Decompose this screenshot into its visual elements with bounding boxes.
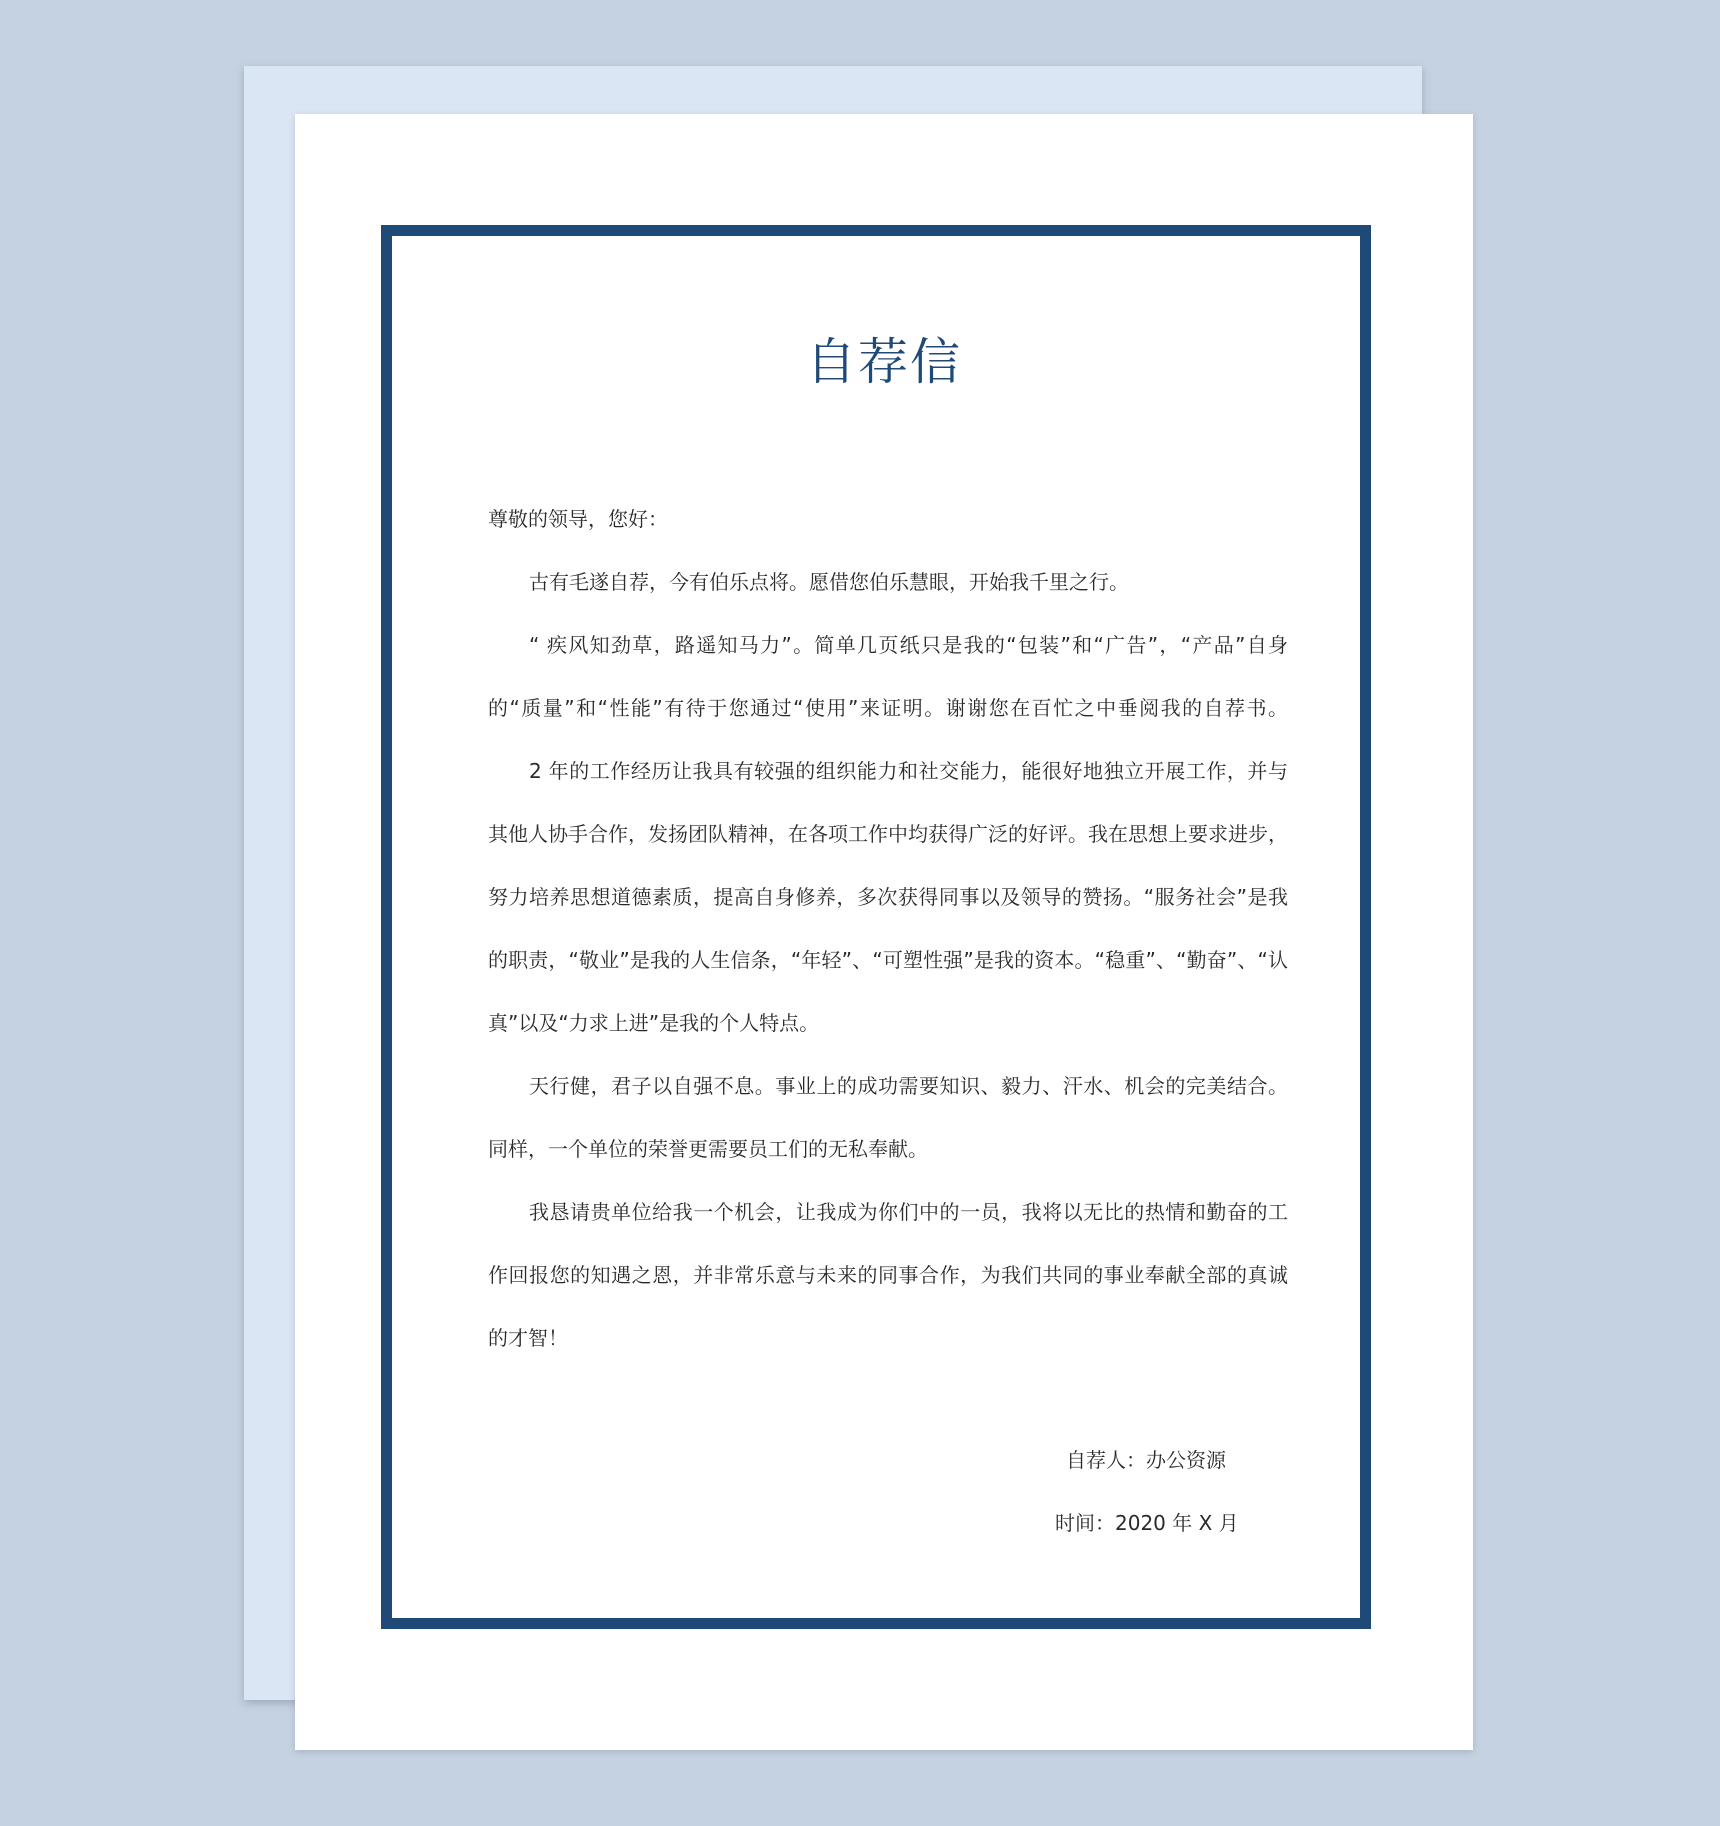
letter-page: [295, 114, 1473, 1750]
paragraph-line: 的“质量”和“性能”有待于您通过“使用”来证明。谢谢您在百忙之中垂阅我的自荐书。: [488, 696, 1288, 720]
paragraph-line: 真”以及“力求上进”是我的个人特点。: [488, 1011, 820, 1035]
paragraph-2: [488, 614, 1288, 740]
paragraph-line: “ 疾风知劲草，路遥知马力”。简单几页纸只是我的“包装”和“广告”，“产品”自身: [529, 633, 1288, 657]
paragraph-4: [488, 1055, 1288, 1181]
letter-date: 时间：2020 年 X 月: [1055, 1511, 1239, 1535]
signature-block: [1055, 1429, 1285, 1555]
paragraph-line: 2 年的工作经历让我具有较强的组织能力和社交能力，能很好地独立开展工作，并与: [529, 759, 1288, 783]
paragraph-line: 古有毛遂自荐，今有伯乐点将。愿借您伯乐慧眼，开始我千里之行。: [529, 570, 1129, 594]
paragraph-line: 的职责，“敬业”是我的人生信条，“年轻”、“可塑性强”是我的资本。“稳重”、“勤奋”、“认: [488, 948, 1288, 972]
paragraph-line: 的才智！: [488, 1326, 568, 1350]
greeting: 尊敬的领导，您好：: [488, 507, 668, 531]
paragraph-line: 我恳请贵单位给我一个机会，让我成为你们中的一员，我将以无比的热情和勤奋的工: [529, 1200, 1288, 1224]
letter-title: 自荐信: [806, 333, 962, 391]
paragraph-line: 同样，一个单位的荣誉更需要员工们的无私奉献。: [488, 1137, 928, 1161]
paragraph-1: [488, 551, 1288, 614]
letter-body: [488, 488, 1288, 1370]
signer: 自荐人：办公资源: [1066, 1448, 1226, 1472]
paragraph-line: 努力培养思想道德素质，提高自身修养，多次获得同事以及领导的赞扬。“服务社会”是我: [488, 885, 1288, 909]
paragraph-line: 天行健，君子以自强不息。事业上的成功需要知识、毅力、汗水、机会的完美结合。: [529, 1074, 1288, 1098]
paragraph-5: [488, 1181, 1288, 1370]
paragraph-line: 其他人协手合作，发扬团队精神，在各项工作中均获得广泛的好评。我在思想上要求进步，: [488, 822, 1288, 846]
paragraph-line: 作回报您的知遇之恩，并非常乐意与未来的同事合作，为我们共同的事业奉献全部的真诚: [488, 1263, 1288, 1287]
paragraph-3: [488, 740, 1288, 1055]
